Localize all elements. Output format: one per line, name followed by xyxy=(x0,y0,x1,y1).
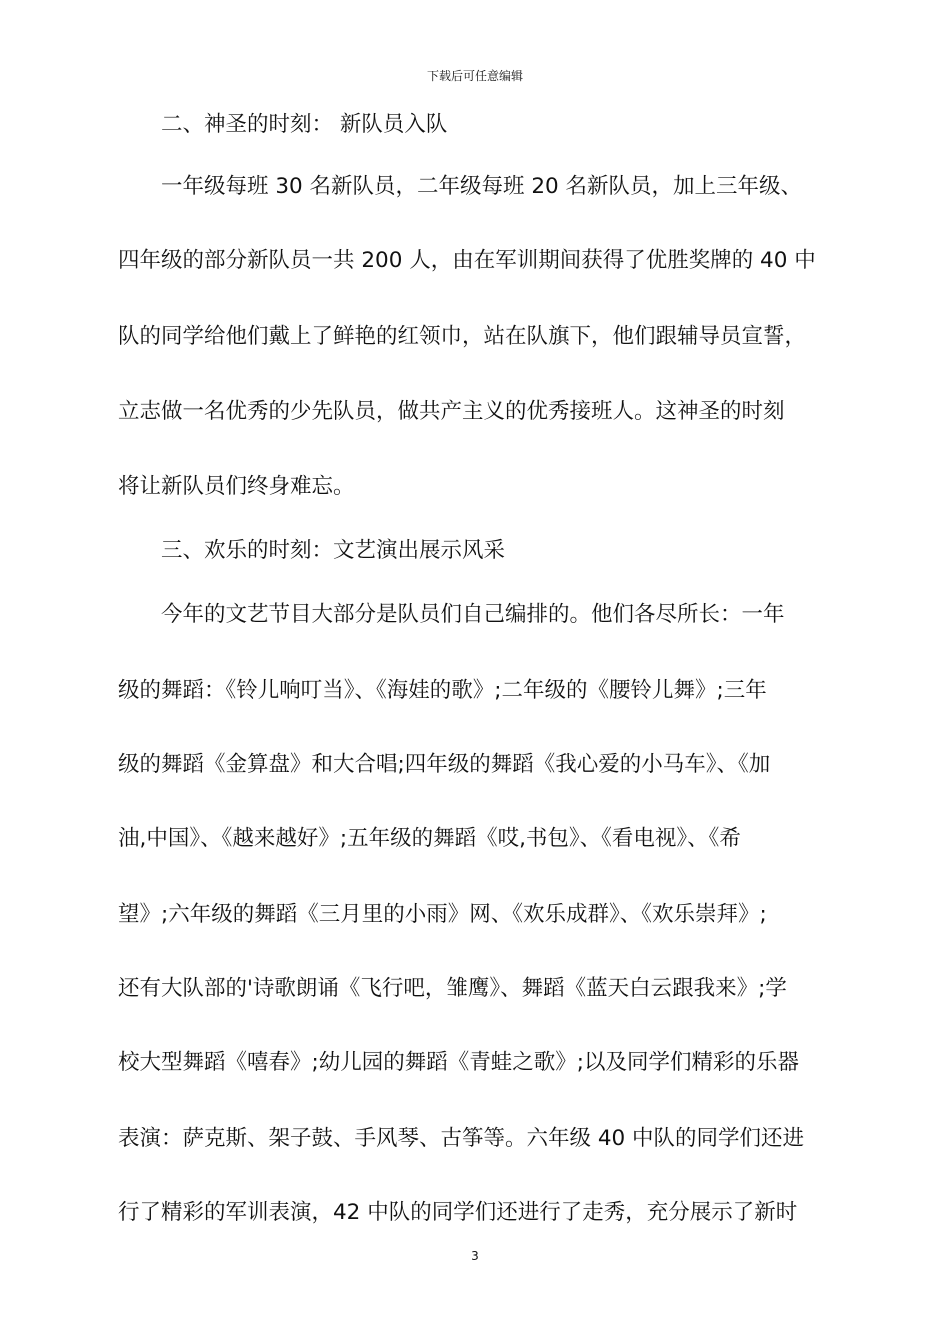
text-line: 校大型舞蹈《嘻春》;幼儿园的舞蹈《青蛙之歌》;以及同学们精彩的乐器 xyxy=(118,1050,799,1075)
text-line: 行了精彩的军训表演，42 中队的同学们还进行了走秀，充分展示了新时 xyxy=(118,1200,798,1225)
text-line: 级的舞蹈：《铃儿响叮当》、《海娃的歌》;二年级的《腰铃儿舞》;三年 xyxy=(118,678,767,703)
text-line: 油,中国》、《越来越好》;五年级的舞蹈《哎,书包》、《看电视》、《希 xyxy=(118,826,741,851)
text-line: 还有大队部的'诗歌朗诵《飞行吧，雏鹰》、舞蹈《蓝天白云跟我来》;学 xyxy=(118,976,787,1001)
page-number: 3 xyxy=(471,1249,479,1263)
text-line: 今年的文艺节目大部分是队员们自己编排的。他们各尽所长：一年 xyxy=(118,602,785,627)
page-header: 下载后可任意编辑 xyxy=(426,69,523,83)
text-line: 一年级每班 30 名新队员，二年级每班 20 名新队员，加上三年级、 xyxy=(118,174,803,199)
text-line: 望》;六年级的舞蹈《三月里的小雨》网、《欢乐成群》、《欢乐崇拜》; xyxy=(118,902,767,927)
text-line: 立志做一名优秀的少先队员，做共产主义的优秀接班人。这神圣的时刻 xyxy=(118,399,785,424)
text-line: 四年级的部分新队员一共 200 人，由在军训期间获得了优胜奖牌的 40 中 xyxy=(118,248,816,273)
text-line: 将让新队员们终身难忘。 xyxy=(118,474,355,499)
text-line: 级的舞蹈《金算盘》和大合唱;四年级的舞蹈《我心爱的小马车》、《加 xyxy=(118,752,771,777)
text-line: 表演：萨克斯、架子鼓、手风琴、古筝等。六年级 40 中队的同学们还进 xyxy=(118,1126,805,1151)
text-line: 二、神圣的时刻： 新队员入队 xyxy=(118,112,448,137)
text-line: 三、欢乐的时刻：文艺演出展示风采 xyxy=(118,538,506,563)
text-line: 队的同学给他们戴上了鲜艳的红领巾，站在队旗下，他们跟辅导员宣誓， xyxy=(118,324,807,349)
